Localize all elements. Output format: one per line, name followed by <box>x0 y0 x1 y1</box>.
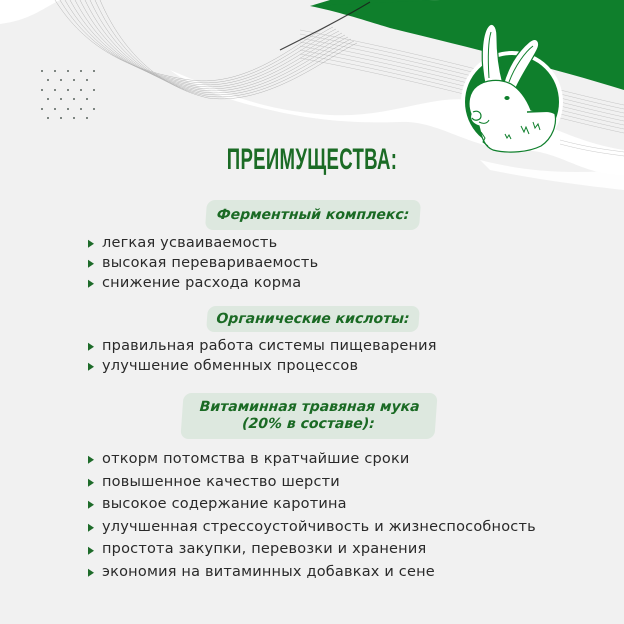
triangle-bullet-icon <box>88 524 94 532</box>
section-heading-grass-meal <box>180 393 437 439</box>
page-title: ПРЕИМУЩЕСТВА: <box>226 143 398 176</box>
triangle-bullet-icon <box>88 501 94 509</box>
triangle-bullet-icon <box>88 456 94 464</box>
triangle-bullet-icon <box>88 280 94 288</box>
section-heading-label: Органические кислоты: <box>215 311 411 327</box>
section-heading-enzyme-complex <box>205 200 421 230</box>
list-item: простота закупки, перевозки и хранения <box>88 538 536 561</box>
section-heading-organic-acids <box>206 306 420 332</box>
list-item: снижение расхода корма <box>88 273 318 293</box>
enzyme-benefits-list <box>88 233 318 293</box>
rabbit-logo-icon <box>459 14 565 154</box>
list-item: легкая усваиваемость <box>88 233 318 253</box>
list-item: правильная работа системы пищеварения <box>88 336 437 356</box>
list-item: высокая перевариваемость <box>88 253 318 273</box>
triangle-bullet-icon <box>88 479 94 487</box>
section-heading-line1: Витаминная травяная мука <box>199 399 421 415</box>
list-item: откорм потомства в кратчайшие сроки <box>88 448 536 471</box>
organic-acids-benefits-list <box>88 336 437 376</box>
triangle-bullet-icon <box>88 343 94 351</box>
grass-meal-benefits-list <box>88 448 536 584</box>
list-item: улучшенная стрессоустойчивость и жизнеспособность <box>88 516 536 539</box>
list-item: экономия на витаминных добавках и сене <box>88 561 536 584</box>
triangle-bullet-icon <box>88 260 94 268</box>
section-heading-label: Ферментный комплекс: <box>216 207 410 223</box>
triangle-bullet-icon <box>88 546 94 554</box>
list-item: высокое содержание каротина <box>88 493 536 516</box>
triangle-bullet-icon <box>88 569 94 577</box>
triangle-bullet-icon <box>88 240 94 248</box>
list-item: улучшение обменных процессов <box>88 356 437 376</box>
triangle-bullet-icon <box>88 363 94 371</box>
list-item: повышенное качество шерсти <box>88 471 536 494</box>
dot-grid-icon <box>40 68 100 124</box>
section-heading-line2: (20% в составе): <box>241 416 376 432</box>
